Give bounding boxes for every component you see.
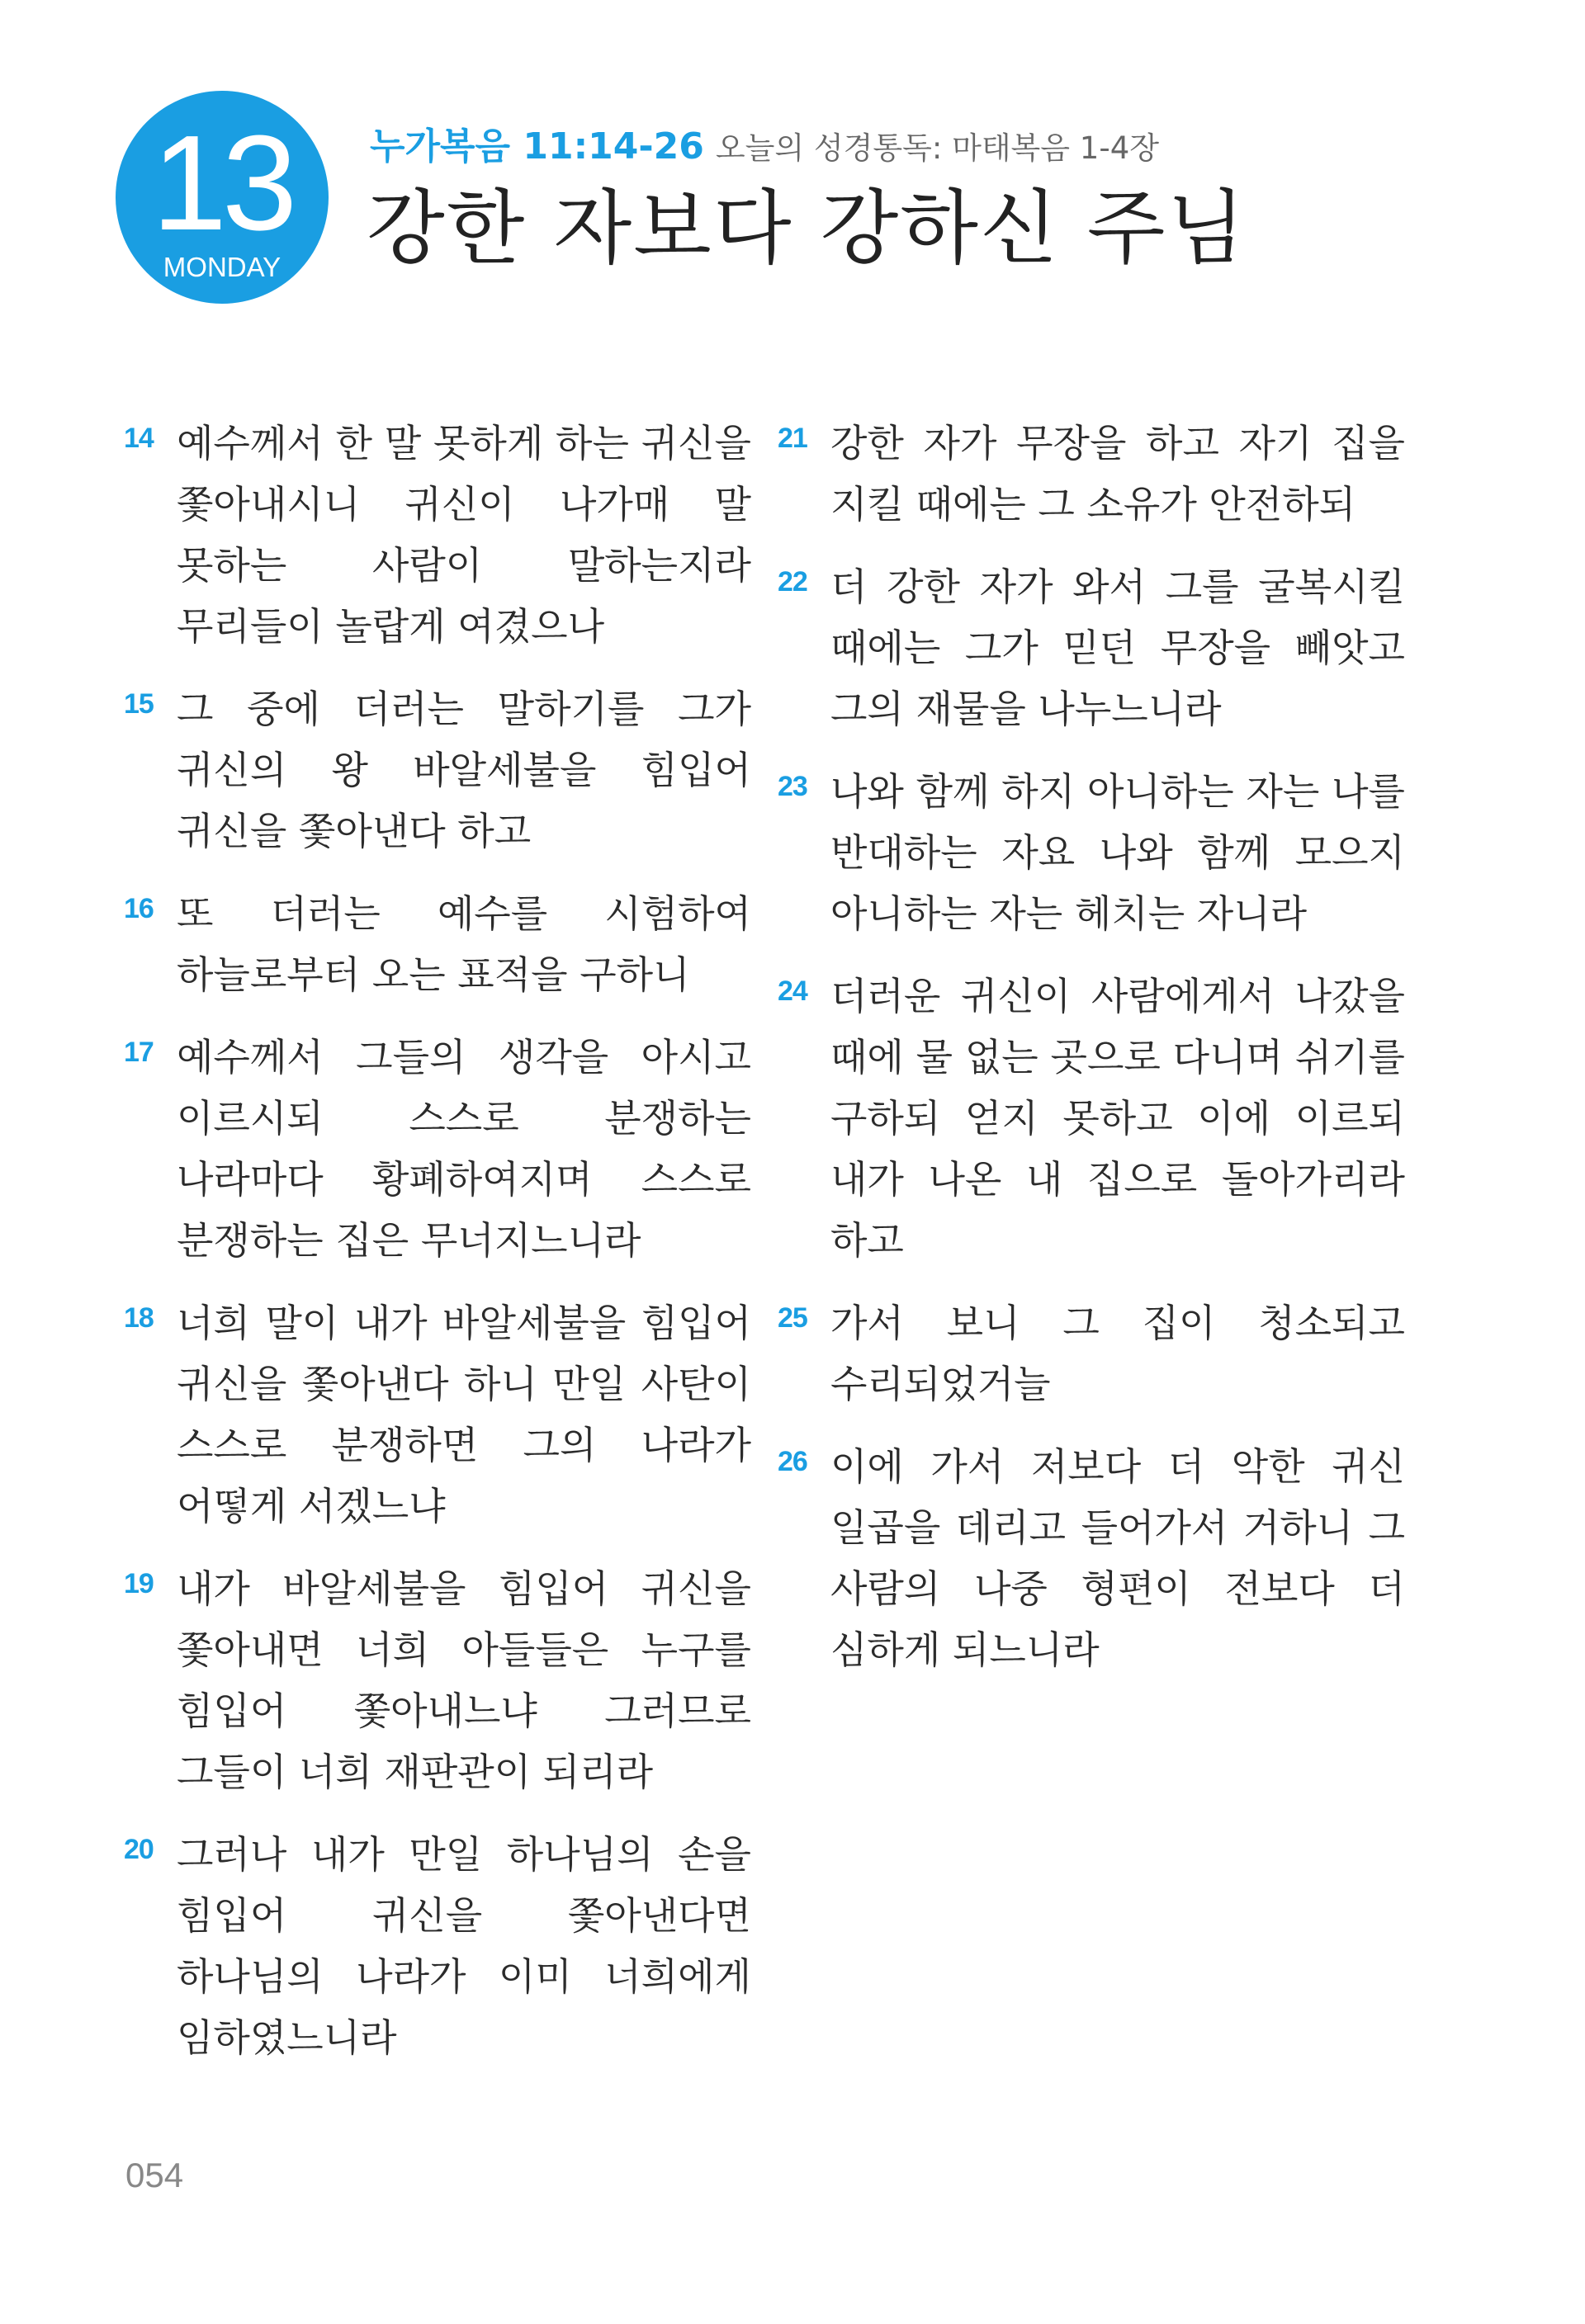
verse-number: 16 <box>124 893 154 924</box>
verse-number: 24 <box>778 975 807 1007</box>
day-badge <box>116 91 329 304</box>
reference-line <box>370 122 1159 179</box>
verses-right-column <box>778 413 1405 1702</box>
page-number: 054 <box>125 2156 184 2194</box>
verse-text: 또 더러는 예수를 시험하여 하늘로부터 오는 표적을 구하니 <box>177 891 751 997</box>
verse-text: 예수께서 그들의 생각을 아시고 이르시되 스스로 분쟁하는 나라마다 황폐하여지며 스스로 분쟁하는 집은 무너지느니라 <box>177 1035 751 1263</box>
verses-left-column <box>124 413 751 2090</box>
verse-16 <box>124 883 751 1005</box>
reading-plan: 오늘의 성경통독: 마태복음 1-4장 <box>715 130 1159 166</box>
verse-number: 15 <box>124 688 154 720</box>
verse-text: 너희 말이 내가 바알세불을 힘입어 귀신을 쫓아낸다 하니 만일 사탄이 스스로 분쟁하면 그의 나라가 어떻게 서겠느냐 <box>177 1301 751 1528</box>
verse-23 <box>778 761 1405 944</box>
verse-text: 더러운 귀신이 사람에게서 나갔을 때에 물 없는 곳으로 다니며 쉬기를 구하되 얻지 못하고 이에 이르되 내가 나온 내 집으로 돌아가리라 하고 <box>830 974 1405 1263</box>
day-number: 13 <box>151 107 293 258</box>
verse-text: 예수께서 한 말 못하게 하는 귀신을 쫓아내시니 귀신이 나가매 말 못하는 사람이 말하는지라 무리들이 놀랍게 여겼으나 <box>177 421 751 649</box>
verse-22 <box>778 556 1405 739</box>
verse-text: 강한 자가 무장을 하고 자기 집을 지킬 때에는 그 소유가 안전하되 <box>830 421 1405 527</box>
verse-number: 26 <box>778 1446 807 1477</box>
verse-text: 그러나 내가 만일 하나님의 손을 힘입어 귀신을 쫓아낸다면 하나님의 나라가 이미 너희에게 임하였느니라 <box>177 1832 751 2060</box>
verse-number: 19 <box>124 1568 154 1599</box>
verse-20 <box>124 1824 751 2068</box>
verse-number: 23 <box>778 771 807 802</box>
verse-26 <box>778 1436 1405 1680</box>
day-name: MONDAY <box>163 252 282 282</box>
verse-number: 21 <box>778 423 807 454</box>
verse-number: 17 <box>124 1037 154 1068</box>
verse-text: 더 강한 자가 와서 그를 굴복시킬 때에는 그가 믿던 무장을 빼앗고 그의 재물을 나누느니라 <box>830 564 1405 731</box>
verse-number: 20 <box>124 1834 154 1865</box>
verse-15 <box>124 678 751 862</box>
verse-19 <box>124 1558 751 1802</box>
verse-text: 이에 가서 저보다 더 악한 귀신 일곱을 데리고 들어가서 거하니 그 사람의 나중 형편이 전보다 더 심하게 되느니라 <box>830 1444 1405 1672</box>
verse-17 <box>124 1027 751 1271</box>
verse-text: 내가 바알세불을 힘입어 귀신을 쫓아내면 너희 아들들은 누구를 힘입어 쫓아내느냐 그러므로 그들이 너희 재판관이 되리라 <box>177 1566 751 1794</box>
verse-number: 25 <box>778 1302 807 1334</box>
verse-14 <box>124 413 751 657</box>
verse-number: 14 <box>124 423 154 454</box>
verse-text: 그 중에 더러는 말하기를 그가 귀신의 왕 바알세불을 힘입어 귀신을 쫓아낸다 하고 <box>177 687 751 853</box>
verse-number: 18 <box>124 1302 154 1334</box>
verse-24 <box>778 966 1405 1271</box>
verse-text: 나와 함께 하지 아니하는 자는 나를 반대하는 자요 나와 함께 모으지 아니하는 자는 헤치는 자니라 <box>830 769 1405 936</box>
verse-25 <box>778 1292 1405 1415</box>
passage-reference: 누가복음 11:14-26 <box>370 125 704 168</box>
verse-text: 가서 보니 그 집이 청소되고 수리되었거늘 <box>830 1301 1405 1406</box>
verse-18 <box>124 1292 751 1537</box>
page-title: 강한 자보다 강하신 주님 <box>367 182 1247 276</box>
verse-number: 22 <box>778 566 807 598</box>
verse-21 <box>778 413 1405 535</box>
